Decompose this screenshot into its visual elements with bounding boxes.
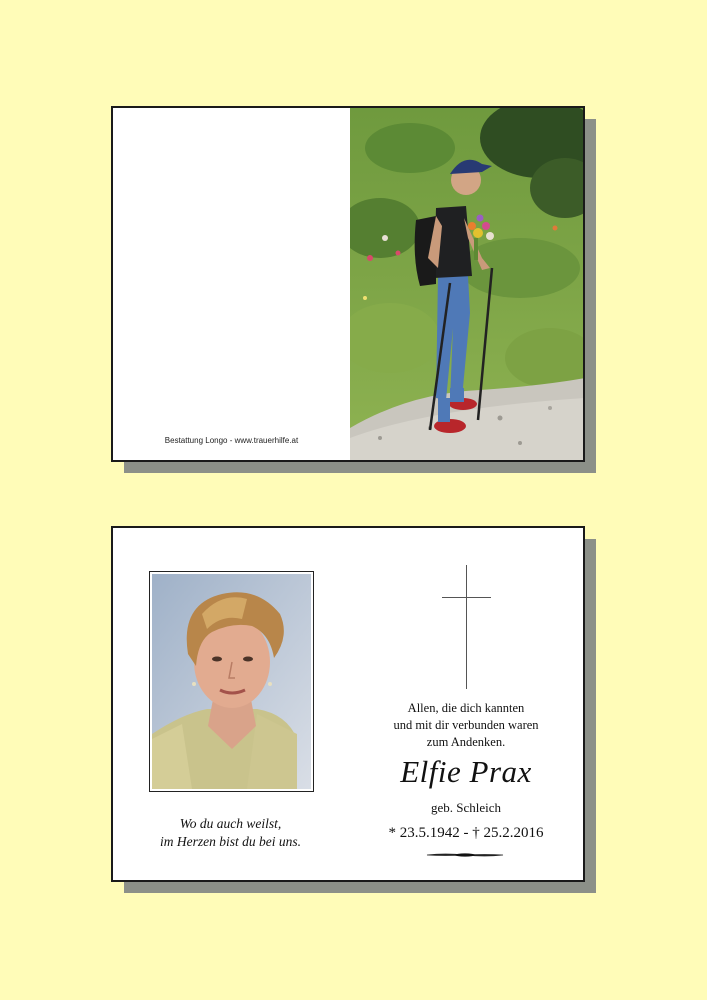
dedication-line: zum Andenken. [426, 735, 506, 749]
cross-icon [466, 565, 467, 689]
memorial-verse [123, 815, 338, 851]
funeral-home-credit: Bestattung Longo - www.trauerhilfe.at [164, 436, 299, 445]
verse-line: im Herzen bist du bei uns. [160, 834, 301, 849]
memorial-card-inside [111, 526, 585, 882]
dedication-text [356, 700, 576, 751]
card-back-panel [113, 108, 350, 460]
life-dates: * 23.5.1942 - † 25.2.2016 [388, 825, 544, 841]
cross-icon-bar [442, 597, 491, 598]
memorial-card-front [111, 106, 585, 462]
portrait-photo [152, 574, 311, 789]
hiking-photo [350, 108, 585, 460]
portrait-frame [149, 571, 314, 792]
dedication-line: Allen, die dich kannten [407, 701, 525, 715]
dedication-line: und mit dir verbunden waren [393, 718, 539, 732]
maiden-name: geb. Schleich [430, 800, 502, 815]
ornament-divider-icon [425, 850, 505, 860]
verse-line: Wo du auch weilst, [179, 816, 282, 831]
deceased-name: Elfie Prax [400, 754, 532, 789]
